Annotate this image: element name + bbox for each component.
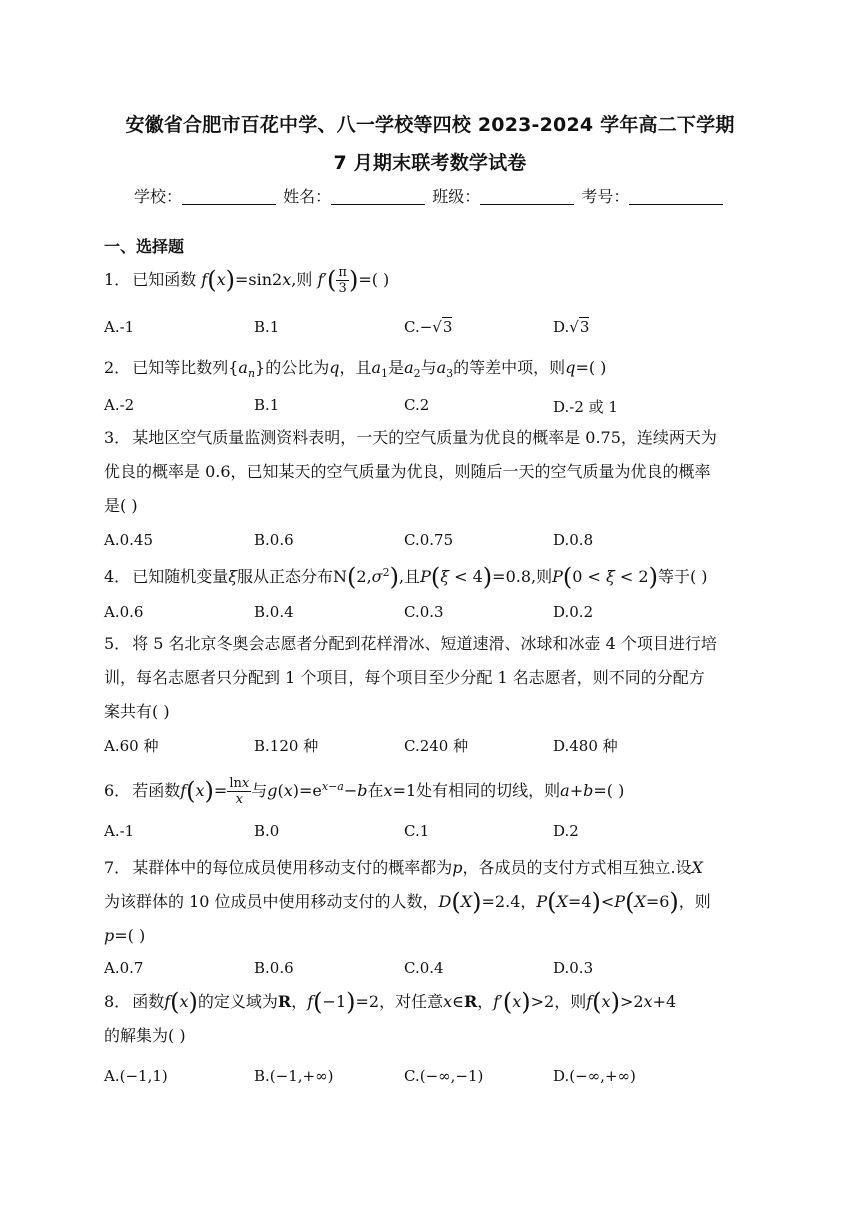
question-4: 4． 已知随机变量ξ服从正态分布$N(2,\sigma^2)$,且P(ξ < 4)=0.8,则P(0 < ξ < 2)等于( ) [104,563,708,591]
class-label: 班级： [432,187,481,206]
option-b[interactable]: B.(−1,+∞) [254,1067,334,1085]
option-b[interactable]: B.1 [254,318,280,336]
option-a[interactable]: A.-1 [104,318,135,336]
name-blank [331,186,425,205]
option-a[interactable]: A.-2 [104,396,135,414]
option-b[interactable]: B.0.4 [254,603,294,621]
question-5: 5． 将 5 名北京冬奥会志愿者分配到花样滑冰、短道速滑、冰球和冰壶 4 个项目进行培 训，每名志愿者只分配到 1 个项目，每个项目至少分配 1 名志愿者，则不同的分配方 案共有( ) [104,634,717,721]
question-8-options [104,1067,759,1091]
exam-title-line1: 安徽省合肥市百花中学、八一学校等四校 2023-2024 学年高二下学期 [125,114,735,136]
option-d[interactable]: D.-2 或 1 [553,398,618,416]
option-b[interactable]: B.1 [254,396,280,414]
school-blank [182,186,276,205]
section-title: 一、选择题 [104,237,185,256]
option-b[interactable]: B.0 [254,822,280,840]
option-c[interactable]: C.−√3 [404,318,453,336]
class-blank [480,186,574,205]
question-3-options [104,531,759,555]
option-a[interactable]: A.60 种 [104,737,159,755]
school-label: 学校： [134,187,183,206]
exam-title-line2: 7 月期末联考数学试卷 [333,152,527,174]
option-a[interactable]: A.0.45 [104,531,153,549]
option-d[interactable]: D.√3 [553,318,590,336]
option-c[interactable]: C.2 [404,396,430,414]
option-d[interactable]: D.0.3 [553,959,594,977]
student-info-row [134,184,725,207]
question-7-options [104,959,759,983]
option-d[interactable]: D.480 种 [553,737,618,755]
question-1-options [104,318,759,342]
option-d[interactable]: D.0.2 [553,603,594,621]
question-7: 7． 某群体中的每位成员使用移动支付的概率都为p，各成员的支付方式相互独立.设X 为该群体的 10 位成员中使用移动支付的人数，D(X)=2.4，P(X=4)<P(X=6)，则 p=( ) [104,858,711,945]
exam-number-blank [629,186,723,205]
option-b[interactable]: B.0.6 [254,959,294,977]
question-2: 2． 已知等比数列$\{a_n\}$的公比为q，且$a_1$是$a_2$与$a_3$的等差中项，则q=( ) [104,358,607,380]
option-c[interactable]: C.0.75 [404,531,454,549]
option-d[interactable]: D.(−∞,+∞) [553,1067,636,1085]
option-a[interactable]: A.(−1,1) [104,1067,168,1085]
question-6: 6． 若函数f(x)= $\frac{\ln x}{x}$ 与$g(x)=e^{x-a}-b$在x=1处有相同的切线，则a+b=( ) [104,776,625,807]
question-4-options [104,603,759,627]
question-6-options [104,822,759,846]
question-8: 8． 函数f(x)的定义域为R，f(−1)=2，对任意x∈R，f′(x)>2，则f(x)>2x+4 的解集为( ) [104,988,677,1045]
question-5-options [104,735,759,759]
option-a[interactable]: A.0.6 [104,603,144,621]
option-b[interactable]: B.0.6 [254,531,294,549]
question-2-options [104,396,759,420]
option-c[interactable]: C.0.3 [404,603,444,621]
name-label: 姓名： [283,187,332,206]
option-a[interactable]: A.0.7 [104,959,144,977]
option-c[interactable]: C.0.4 [404,959,444,977]
question-3: 3． 某地区空气质量监测资料表明，一天的空气质量为优良的概率是 0.75，连续两天为 优良的概率是 0.6，已知某天的空气质量为优良，则随后一天的空气质量为优良的概率 是( ) [104,428,717,515]
exam-number-label: 考号： [581,187,630,206]
option-c[interactable]: C.(−∞,−1) [404,1067,484,1085]
option-d[interactable]: D.0.8 [553,531,594,549]
option-c[interactable]: C.1 [404,822,430,840]
option-c[interactable]: C.240 种 [404,737,469,755]
option-a[interactable]: A.-1 [104,822,135,840]
option-d[interactable]: D.2 [553,822,579,840]
question-1: 1． 已知函数 f(x)=sin2x,则 f′( $\frac{\pi}{3}$ )=( ) [104,265,390,296]
option-b[interactable]: B.120 种 [254,737,319,755]
